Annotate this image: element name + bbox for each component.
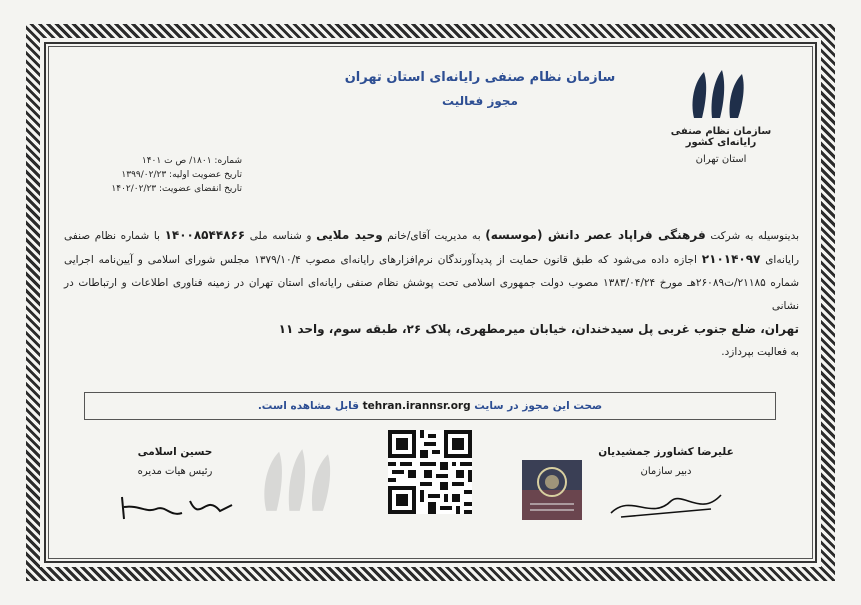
logo-province: استان تهران — [695, 154, 747, 165]
national-id: ۱۴۰۰۸۵۴۴۸۶۶ — [164, 228, 246, 242]
secretary-name: علیرضا کشاورز جمشیدیان — [598, 446, 734, 458]
business-address: تهران، ضلع جنوب غربی پل سیدخندان، خیابان میرمطهری، پلاک ۲۶، طبقه سوم، واحد ۱۱ — [278, 322, 799, 336]
secretary-role: دبیر سازمان — [640, 466, 692, 477]
hologram-seal-icon — [520, 458, 584, 522]
body-closing: به فعالیت بپردازد. — [721, 346, 799, 358]
secretary-signature-icon — [601, 483, 731, 523]
org-title: سازمان نظام صنفی رایانه‌ای استان تهران — [344, 70, 616, 85]
certificate-meta — [72, 154, 242, 196]
chairman-role: رئیس هیات مدیره — [137, 466, 213, 477]
guild-number: ۲۱۰۱۴۰۹۷ — [701, 252, 761, 266]
verify-prefix: صحت این مجوز در سایت — [474, 400, 603, 412]
verification-note — [84, 392, 776, 420]
verify-suffix: قابل مشاهده است. — [257, 400, 359, 412]
certificate-content — [50, 48, 811, 557]
certificate-title: مجوز فعالیت — [442, 94, 518, 108]
body-permission-text: اجازه داده می‌شود که طبق قانون حمایت از پدیدآورندگان نرم‌افزارهای رایانه‌ای مصوب ۱۳۷۹/۱۰/۴ مجلس شورای اسلامی و آیین‌نامه اجرایی شماره ۲۱۱۸۵/ت۲۶۰۸۹هـ مورخ ۱۳۸۳/۰۴/۲۴ مصوب دولت جمهوری اسلامی تحت پوشش نظام صنفی رایانه‌ای استان تهران در زمینه فناوری اطلاعات و ارتباطات در نشانی — [64, 254, 799, 312]
chairman-signature-block — [90, 446, 260, 527]
verify-site-link[interactable]: tehran.irannsr.org — [362, 400, 471, 412]
chairman-name: حسین اسلامی — [137, 446, 213, 458]
company-name: فرهنگی فراپاد عصر دانش (موسسه) — [485, 228, 706, 242]
certificate-body — [64, 224, 799, 364]
body-intro: بدینوسیله به شرکت — [710, 230, 800, 242]
org-logo-icon — [686, 66, 756, 122]
membership-expiry-date: تاریخ انقضای عضویت: ۱۴۰۲/۰۲/۲۳ — [111, 184, 242, 194]
certificate-number: شماره: ۱۸۰۱/ ص ت ۱۴۰۱ — [141, 156, 242, 166]
manager-name: وحید ملایی — [316, 228, 383, 242]
org-logo — [651, 66, 791, 186]
body-national-id-label: و شناسه ملی — [249, 230, 312, 242]
qr-code-icon[interactable] — [388, 430, 472, 514]
body-manager-label: به مدیریت آقای/خانم — [387, 230, 481, 242]
body-guild-label: با شماره نظام صنفی رایانه‌ای — [64, 230, 800, 266]
first-membership-date: تاریخ عضویت اولیه: ۱۳۹۹/۰۲/۲۳ — [121, 170, 242, 180]
watermark-logo-icon — [256, 440, 346, 520]
secretary-signature-block — [581, 446, 751, 527]
chairman-signature-icon — [110, 483, 240, 523]
logo-org-name: سازمان نظام صنفی رایانه‌ای کشور — [670, 126, 772, 148]
